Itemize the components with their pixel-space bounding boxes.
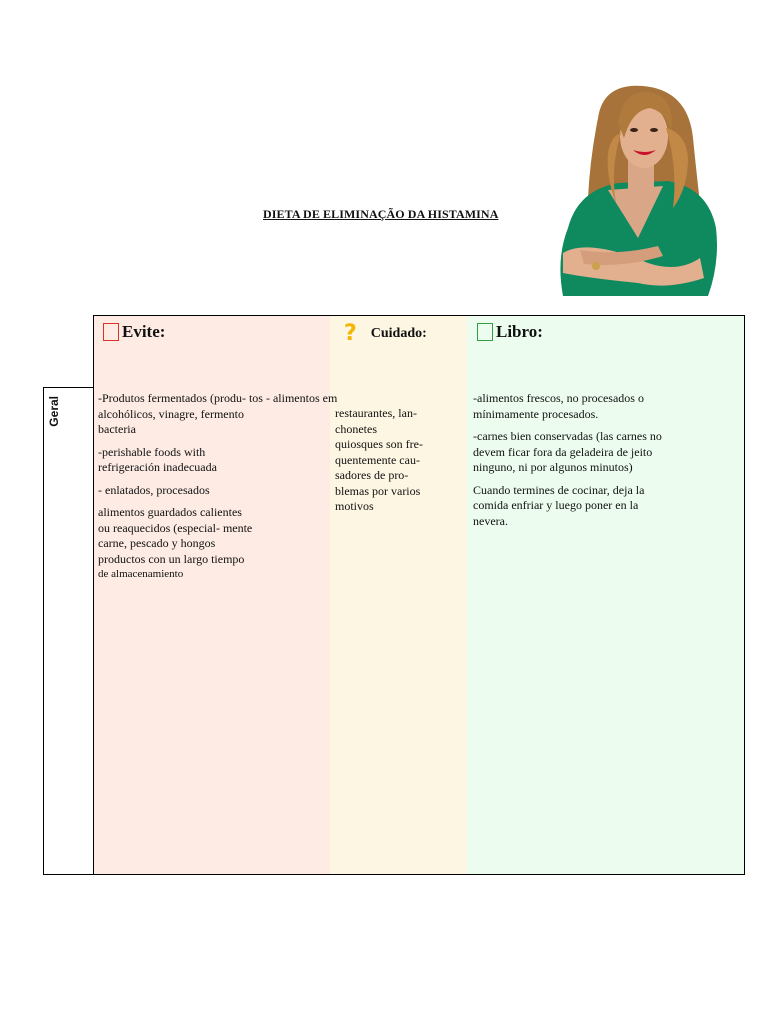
evite-line: refrigeración inadecuada: [98, 460, 217, 474]
cuidado-line: restaurantes, lan-: [335, 406, 417, 420]
evite-line: alcohólicos, vinagre, fermento: [98, 406, 244, 421]
cuidado-line: blemas por varios: [335, 483, 421, 498]
libro-line: nevera.: [473, 513, 508, 528]
libro-line: devem ficar fora da geladeira de jeito: [473, 444, 653, 459]
row-label: Geral: [47, 396, 61, 427]
column-label-evite: Evite:: [122, 322, 166, 341]
red-box-icon: [103, 323, 119, 341]
libro-text: [473, 391, 738, 529]
evite-line: productos con un largo tiempo: [98, 551, 245, 566]
libro-line: -carnes bien conservadas (las carnes no: [473, 429, 662, 443]
column-label-libro: Libro:: [496, 322, 543, 341]
evite-line: bacteria: [98, 422, 136, 436]
evite-line: - enlatados, procesados: [98, 482, 210, 497]
cuidado-text: [335, 406, 465, 515]
author-photo: [528, 78, 735, 296]
evite-line: -Produtos fermentados (produ- tos - alimentos em: [98, 391, 338, 405]
column-header-libro: [467, 315, 745, 388]
libro-line: ninguno, ni por algunos minutos): [473, 460, 633, 474]
evite-line: carne, pescado y hongos: [98, 536, 216, 550]
woman-portrait-image: [528, 78, 735, 296]
libro-line: Cuando termines de cocinar, deja la: [473, 482, 645, 497]
libro-line: mínimamente procesados.: [473, 406, 599, 421]
cuidado-line: quentemente cau-: [335, 452, 420, 467]
green-box-icon: [477, 323, 493, 341]
evite-line: alimentos guardados calientes: [98, 505, 242, 519]
row-header-geral: [43, 387, 94, 875]
libro-line: -alimentos frescos, no procesados o: [473, 391, 644, 405]
column-header-cuidado: [330, 315, 468, 388]
cuidado-line: quiosques son fre-: [335, 437, 423, 451]
cuidado-line: chonetes: [335, 421, 377, 436]
document-title: DIETA DE ELIMINAÇÃO DA HISTAMINA: [263, 207, 499, 221]
evite-line: de almacenamiento: [98, 568, 184, 580]
question-mark-icon: ?: [344, 321, 357, 346]
column-label-cuidado: Cuidado:: [370, 326, 427, 341]
column-header-evite: [93, 315, 331, 388]
libro-line: comida enfriar y luego poner en la: [473, 498, 639, 512]
evite-line: -perishable foods with: [98, 444, 206, 459]
evite-line: ou reaquecidos (especial- mente: [98, 520, 253, 535]
cuidado-line: sadores de pro-: [335, 468, 409, 482]
cuidado-line: motivos: [335, 499, 374, 513]
diet-table: [43, 315, 745, 875]
